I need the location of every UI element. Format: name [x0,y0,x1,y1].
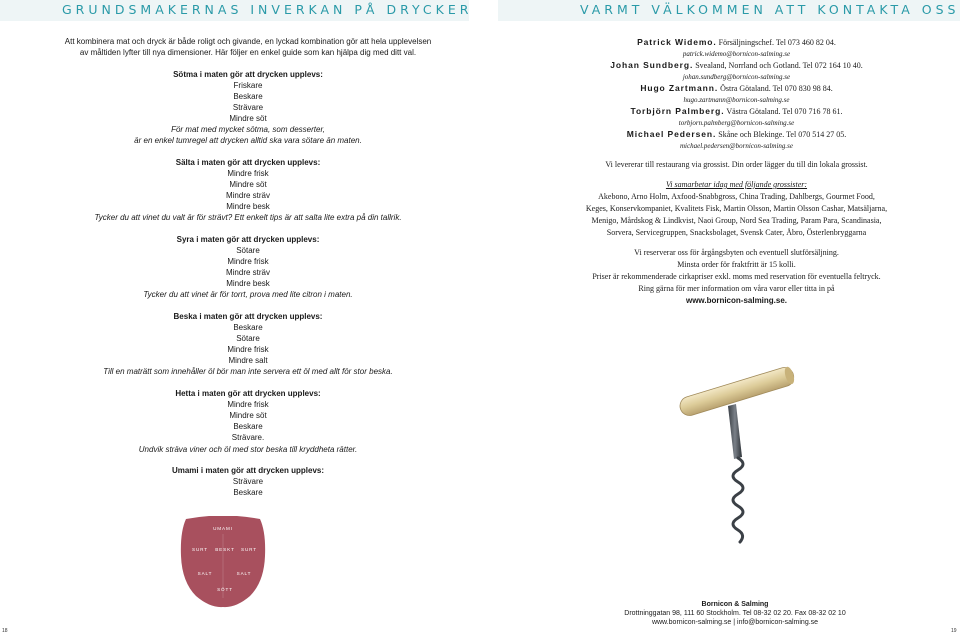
section-title: Umami i maten gör att drycken upplevs: [171,466,325,476]
section-note: Tycker du att vinet är för torrt, prova med lite citron i maten. [143,290,353,300]
effect-item: Mindre frisk [227,257,269,267]
effect-item: Sötare [236,246,260,255]
contact-entry [564,36,909,59]
section-note: Undvik sträva viner och öl med stor beska till kryddheta rätter. [138,444,358,454]
taste-sections [60,69,436,499]
taste-section [60,388,436,455]
effect-item: Strävare [232,477,264,487]
contact-name: Patrick Widemo. [637,37,717,47]
tongue-label-salt-left: SALT [197,571,213,576]
section-title: Beska i maten gör att drycken upplevs: [173,311,323,321]
taste-section [60,69,436,147]
page-number-left: 18 [2,628,8,634]
contact-email[interactable]: torbjorn.palmberg@bornicon-salming.se [678,119,795,127]
taste-section [60,465,436,498]
footer [620,601,850,627]
contact-name: Hugo Zartmann. [640,83,719,93]
effect-item: Sötare [236,334,260,344]
effect-item: Beskare [233,323,263,333]
tongue-label-sott: SÖTT [217,587,233,592]
website-link[interactable]: www.bornicon-salming.se. [685,296,788,305]
contact-name: Johan Sundberg. [610,60,694,70]
effect-item: Beskare [233,422,263,432]
contact-line [564,105,909,118]
website-text[interactable]: www.bornicon-salming.se [685,296,785,305]
contact-entry [564,105,909,128]
footer-web-email: www.bornicon-salming.se | info@bornicon-salming.se [651,618,819,626]
contact-email[interactable]: hugo.zartmann@bornicon-salming.se [683,96,790,104]
effect-item: Mindre sträv [225,191,270,201]
section-title: Hetta i maten gör att drycken upplevs: [175,389,321,399]
contact-line [564,82,909,95]
contact-email[interactable]: michael.pedersen@bornicon-salming.se [680,142,793,150]
restaurant-note: Vi levererar till restaurang via grossist. Din order lägger du till din lokala grossist. [605,160,868,169]
contact-line [564,59,909,72]
taste-section [60,157,436,224]
effect-item: Mindre frisk [227,345,269,355]
info-block [564,247,909,307]
info-line: Minsta order för fraktfritt är 15 kolli. [677,260,796,269]
tongue-label-salt-right: SALT [236,571,252,576]
effect-item: Beskare [233,91,263,101]
tongue-label-beskt: BESKT [215,547,235,552]
contact-entry [564,59,909,82]
corkscrew-image [672,362,802,572]
contact-detail: Försäljningschef. Tel 073 460 82 04. [718,38,836,47]
contact-email[interactable]: johan.sundberg@bornicon-salming.se [682,73,791,81]
tongue-illustration [180,516,266,608]
corkscrew-handle [678,365,796,418]
section-note: För mat med mycket sötma, som desserter, [171,125,325,135]
left-page-title: GRUNDSMAKERNAS INVERKAN PÅ DRYCKER [62,2,473,17]
effect-item: Mindre besk [226,202,270,212]
tongue-label-surt-right: SURT [240,547,258,552]
contact-name: Michael Pedersen. [626,129,717,139]
effect-item: Beskare [233,488,263,498]
footer-address: Drottninggatan 98, 111 60 Stockholm. Tel 08-32 02 20. Fax 08-32 02 10 [624,609,846,617]
intro-line: av måltiden lyfter till nya dimensioner. Här följer en enkel guide som kan hjälpa dig med ditt val. [79,48,417,58]
taste-guide [60,36,436,498]
contact-email[interactable]: patrick.widemo@bornicon-salming.se [682,50,791,58]
tongue-label-surt-left: SURT [191,547,209,552]
effect-item: Strävare. [231,433,265,443]
intro-line: Att kombinera mat och dryck är både roligt och givande, en lyckad kombination gör att hela upplevelsen [64,37,432,46]
section-title: Syra i maten gör att drycken upplevs: [176,234,320,244]
effect-item: Strävare [232,102,264,112]
contact-entry [564,128,909,151]
wholesaler-line: Menigo, Mårdskog & Lindkvist, Naoi Group, Nord Sea Trading, Param Para, Scandinasia, [591,216,882,225]
footer-company: Bornicon & Salming [701,601,769,608]
wholesaler-line: Keges, Konservkompaniet, Kvalitets Fisk, Martin Olsson, Martin Olsson Cashar, Matsäljarna, [585,204,888,213]
corkscrew-worm [733,458,743,542]
effect-item: Friskare [233,80,263,90]
contact-detail: Östra Götaland. Tel 070 830 98 84. [720,84,833,93]
wholesalers-title: Vi samarbetar idag med följande grossister: [665,180,808,189]
info-line: Priser är rekommenderade cirkapriser exkl. moms med reservation för eventuella feltryck. [592,272,881,281]
contact-entry [564,82,909,105]
wholesalers-list [564,191,909,239]
page-number-right: 19 [951,628,957,634]
contact-detail: Västra Götaland. Tel 070 716 78 61. [726,107,843,116]
info-lines [564,247,909,295]
corkscrew-shank [728,404,742,459]
contact-detail: Svealand, Norrland och Gotland. Tel 072 164 10 40. [695,61,863,70]
taste-section [60,234,436,301]
effect-item: Mindre söt [229,114,267,124]
contact-line [564,128,909,141]
taste-section [60,311,436,378]
effect-item: Mindre salt [228,356,268,366]
contact-line [564,36,909,49]
wholesalers [564,179,909,239]
contact-name: Torbjörn Palmberg. [630,106,725,116]
info-line: Ring gärna för mer information om våra varor eller titta in på [638,284,835,293]
contact-detail: Skåne och Blekinge. Tel 070 514 27 05. [718,130,847,139]
section-title: Sötma i maten gör att drycken upplevs: [173,69,323,79]
wholesaler-line: Sorvera, Servicegruppen, Snacksbolaget, Svensk Cater, Åbro, Österlenbryggarna [606,228,867,237]
effect-item: Mindre söt [229,411,267,421]
section-note: Tycker du att vinet du valt är för strävt? Ett enkelt tips är att salta lite extra på din tallrik. [94,213,402,223]
effect-item: Mindre besk [226,279,270,289]
wholesaler-line: Akebono, Arno Holm, Axfood-Snabbgross, China Trading, Dahlbergs, Gourmet Food, [598,192,875,201]
section-title: Sälta i maten gör att drycken upplevs: [175,157,321,167]
section-note: Till en maträtt som innehåller öl bör man inte servera ett öl med allt för stor beska. [103,367,393,377]
effect-item: Mindre frisk [227,400,269,410]
section-note: är en enkel tumregel att drycken alltid ska vara sötare än maten. [134,136,362,146]
effect-item: Mindre frisk [227,168,269,178]
tongue-label-umami: UMAMI [213,526,233,531]
contact-page [564,36,909,307]
info-line: Vi reserverar oss för årgångsbyten och eventuell slutförsäljning. [634,248,839,257]
contact-list [564,36,909,151]
right-page-title: VARMT VÄLKOMMEN ATT KONTAKTA OSS [580,2,960,17]
intro-text [60,36,436,58]
effect-item: Mindre sträv [225,268,270,278]
effect-item: Mindre söt [229,180,267,190]
